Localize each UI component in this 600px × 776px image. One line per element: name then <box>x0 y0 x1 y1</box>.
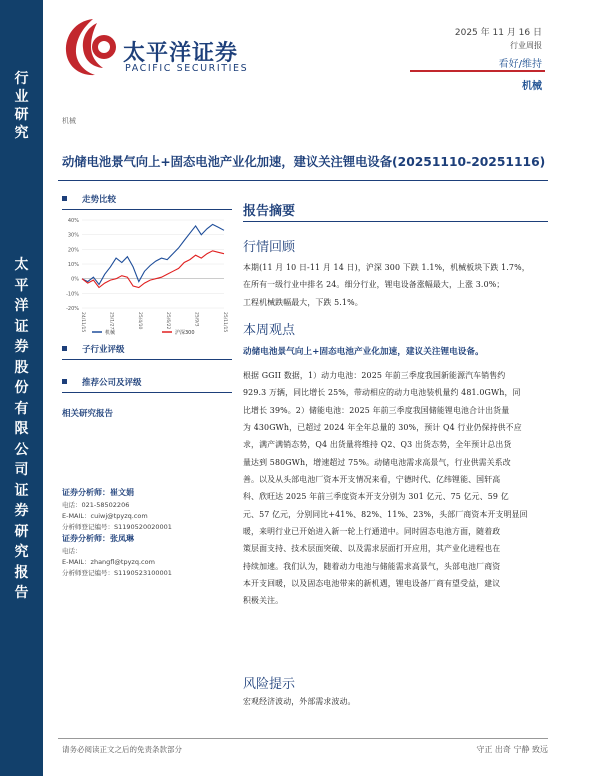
analyst-1-phone: 电话：021-58502206 <box>62 501 130 509</box>
company-logo <box>63 14 258 84</box>
x-tick-label: 25/4/10 <box>136 312 142 330</box>
sidebar-char: 业 <box>14 89 29 105</box>
weekly-view-heading: 本周观点 <box>243 323 296 338</box>
paragraph-line: 积极关注。 <box>243 596 284 606</box>
logo-name-cn: 太平洋证券 <box>123 41 239 66</box>
sub-industry-rating-label: 子行业评级 <box>82 345 125 355</box>
sidebar-char: 股 <box>14 359 29 376</box>
square-bullet-icon <box>62 346 67 351</box>
sidebar-category-text <box>0 70 43 142</box>
paragraph-line: 在所有一级行业中排名 24。细分行业，锂电设备涨幅最大，上涨 3.0%； <box>243 280 505 290</box>
y-tick-label: 40% <box>67 218 79 224</box>
sidebar-char: 行 <box>14 71 29 87</box>
analyst-2-email: E-MAIL：zhangfl@tpyzq.com <box>62 558 155 566</box>
x-tick-label: 25/9/3 <box>193 312 199 327</box>
analyst-1-email: E-MAIL：cuiwj@tpyzq.com <box>62 512 148 520</box>
sidebar-char: 券 <box>14 503 29 519</box>
report-date: 2025 年 11 月 16 日 <box>454 28 542 38</box>
sidebar-char: 有 <box>14 400 29 417</box>
x-tick-label: 25/11/15 <box>222 312 227 333</box>
trend-chart <box>62 208 234 338</box>
paragraph-line: 根据 GGII 数据，1）动力电池：2025 年前三季度我国新能源汽车销售约 <box>243 371 506 380</box>
sidebar-char: 洋 <box>14 298 29 314</box>
report-title: 动储电池景气向上+固态电池产业化加速，建议关注锂电设备(20251110-20251116) <box>62 155 546 169</box>
paragraph-line: 善。以及从头部电池厂资本开支情况来看，宁德时代、亿纬锂能、国轩高 <box>243 475 501 485</box>
analyst-1-cert: 分析师登记编号：S1190520020001 <box>62 523 172 531</box>
summary-heading: 报告摘要 <box>243 204 296 219</box>
sidebar-char: 公 <box>14 441 29 458</box>
x-tick-label: 25/1/27 <box>108 312 114 330</box>
paragraph-line: 为 430GWh，已超过 2024 年全年总量的 30%，预计 Q4 行业仍保持供不应 <box>243 423 522 433</box>
paragraph-line: 求，满产满销态势，Q4 出货量将维持 Q2、Q3 出货态势，全年预计总出货 <box>243 440 512 450</box>
y-tick-label: -10% <box>66 291 79 298</box>
legend-label: 机械 <box>105 330 116 336</box>
sidebar-char: 研 <box>14 107 29 123</box>
trend-comparison-label: 走势比较 <box>82 195 117 205</box>
report-type: 行业周报 <box>510 41 542 50</box>
footer-motto: 守正 出奇 宁静 致远 <box>476 745 548 754</box>
sidebar-char: 究 <box>14 125 29 141</box>
square-bullet-icon <box>62 196 67 201</box>
paragraph-line: 比增长 39%。2）储能电池：2025 年前三季度我国储能锂电池合计出货量 <box>243 405 510 415</box>
view-highlight-text: 动储电池景气向上+固态电池产业化加速，建议关注锂电设备。 <box>243 347 484 357</box>
sidebar-char: 份 <box>14 380 29 396</box>
sub-industry-rating-header <box>62 340 232 360</box>
paragraph-line: 持续加速。我们认为，随着动力电池与储能需求高景气，头部电池厂商资 <box>243 561 501 571</box>
paragraph-line: 929.3 万辆，同比增长 25%，带动相应的动力电池装机量约 481.0GWh，同 <box>243 388 521 398</box>
sidebar-char: 司 <box>14 462 29 478</box>
paragraph-line: 策层面支持、技术层面突破、以及需求层面打开应用，其产业化进程也在 <box>243 544 501 554</box>
industry-rating: 看好/维持 <box>498 59 542 70</box>
analyst-2-phone: 电话： <box>62 547 82 555</box>
report-sector: 机械 <box>522 81 542 92</box>
y-tick-label: -20% <box>66 306 79 312</box>
sidebar-char: 证 <box>14 482 29 499</box>
logo-emblem-icon <box>63 16 119 78</box>
sidebar-char: 平 <box>14 277 29 294</box>
footer-disclaimer: 请务必阅读正文之后的免责条款部分 <box>62 745 182 754</box>
footer-divider <box>58 738 548 739</box>
x-tick-label: 24/11/15 <box>80 312 85 333</box>
risk-text <box>243 693 551 710</box>
summary-divider <box>243 221 548 222</box>
sidebar-char: 证 <box>14 318 29 335</box>
sidebar-char: 券 <box>14 339 29 355</box>
left-sidebar <box>0 0 43 776</box>
legend-label: 沪深300 <box>175 330 195 336</box>
paragraph-line: 宏观经济波动，外部需求波动。 <box>243 697 356 706</box>
paragraph-line: 工程机械跌幅最大，下跌 5.1%。 <box>243 297 363 307</box>
title-divider <box>58 180 548 181</box>
paragraph-line: 量达到 580GWh，增速超过 75%。动储电池需求高景气，行业供需关系改 <box>243 457 511 467</box>
analyst-2-cert: 分析师登记编号：S1190523100001 <box>62 569 172 577</box>
logo-name-en: PACIFIC SECURITIES <box>125 63 249 74</box>
analyst-1-name: 证券分析师：崔文娟 <box>62 488 134 497</box>
breadcrumb: 机械 <box>62 117 76 125</box>
y-tick-label: 30% <box>67 232 79 239</box>
risk-heading: 风险提示 <box>243 677 296 692</box>
sidebar-char: 报 <box>14 564 29 581</box>
paragraph-line: 本开支回暖，以及固态电池带来的新机遇，锂电设备厂商有望受益，建议 <box>243 579 501 589</box>
paragraph-line: 元、57 亿元，分别同比+41%、82%、11%、23%，头部厂商资本开支明显回 <box>243 509 528 519</box>
paragraph-line: 本期(11 月 10 日-11 月 14 日)，沪深 300 下跌 1.1%，机械板块下跌 1.7%， <box>243 263 530 272</box>
sidebar-char: 限 <box>14 421 29 437</box>
y-tick-label: 20% <box>67 247 79 254</box>
market-review-heading: 行情回顾 <box>243 240 296 255</box>
recommend-companies-header <box>62 373 232 393</box>
sidebar-char: 太 <box>14 257 29 273</box>
series-line-0 <box>82 224 224 284</box>
x-tick-label: 25/6/22 <box>165 312 171 330</box>
recommend-companies-label: 推荐公司及评级 <box>82 378 142 388</box>
weekly-view-text <box>243 367 551 610</box>
sidebar-char: 究 <box>14 544 29 560</box>
sidebar-char: 研 <box>14 523 29 540</box>
sidebar-char: 告 <box>14 585 29 601</box>
series-line-1 <box>82 251 224 288</box>
trend-comparison-header <box>62 190 232 210</box>
related-reports-label: 相关研究报告 <box>62 409 114 419</box>
market-review-text <box>243 259 551 311</box>
paragraph-line: 科、欣旺达 2025 年前三季度资本开支分别为 301 亿元、75 亿元、59 亿 <box>243 492 509 502</box>
paragraph-line: 暖，来明行业已开始进入新一轮上行通道中。同时固态电池方面，随着政 <box>243 527 501 537</box>
analyst-2-name: 证券分析师：张凤琳 <box>62 534 134 543</box>
y-tick-label: 10% <box>67 262 79 268</box>
y-tick-label: 0% <box>71 276 79 283</box>
header-divider <box>410 70 545 72</box>
sidebar-company-text <box>0 255 43 604</box>
square-bullet-icon <box>62 379 67 384</box>
weekly-view-highlight <box>243 344 551 361</box>
